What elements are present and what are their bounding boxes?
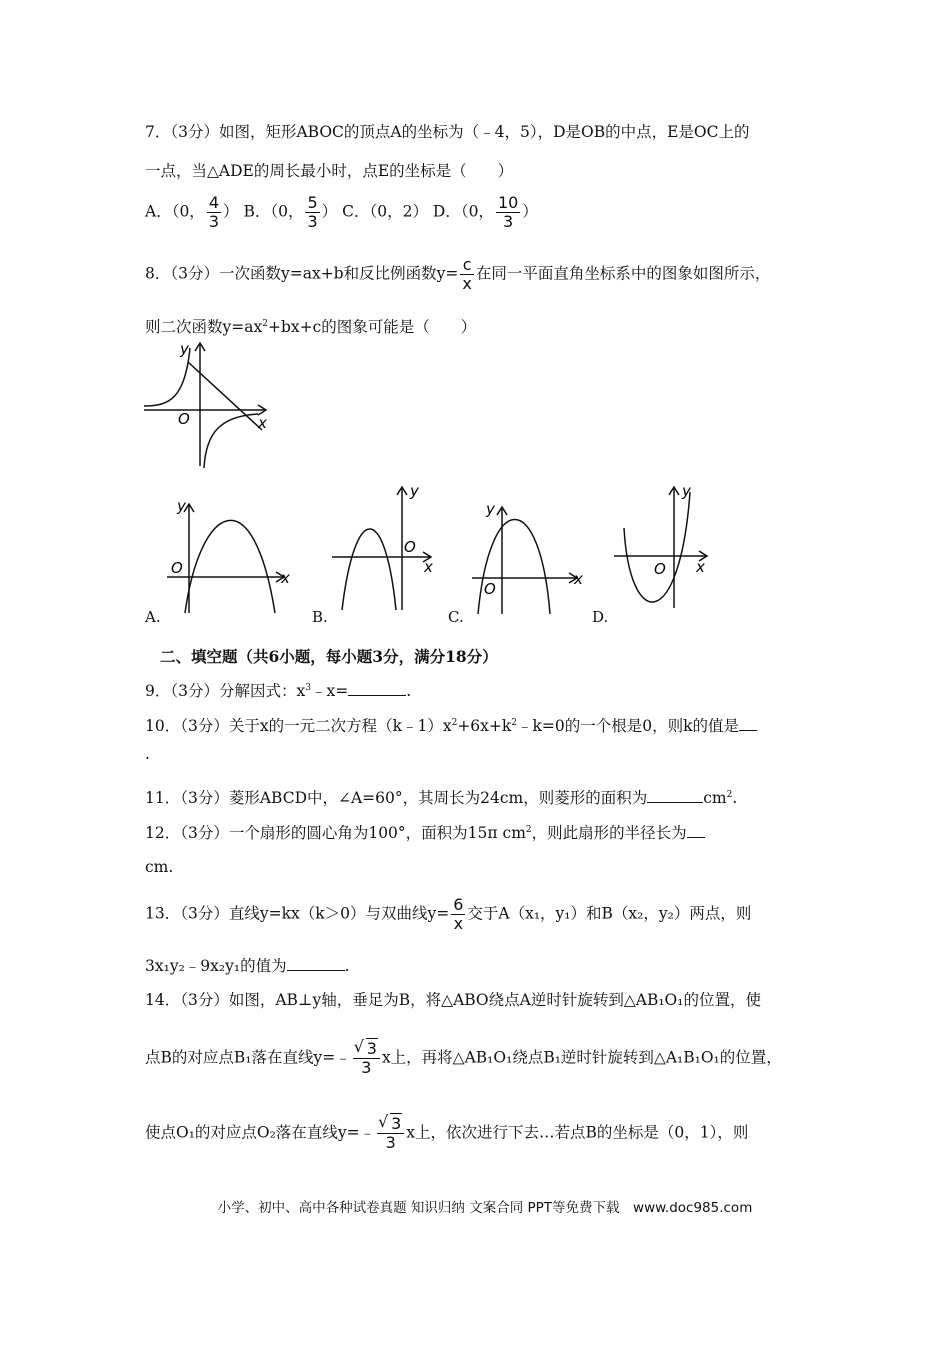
q7-opt-b: B．（0，	[243, 202, 304, 221]
q14-line1: 14．（3分）如图，AB⊥y轴，垂足为B，将△ABO绕点A逆时针旋转到△AB₁O₁的位置，使	[145, 991, 761, 1009]
q7-opt-b-fraction: $\frac{5}{3}$	[307, 193, 318, 231]
q14-sqrt-fraction-2: √ $\frac{3}{3}$	[377, 1115, 404, 1152]
q7-opt-a: A．（0，	[145, 202, 205, 221]
q7-line2: 一点，当△ADE的周长最小时，点E的坐标是（ ）	[145, 162, 514, 180]
svg-text:x: x	[574, 570, 583, 588]
svg-text:O: O	[404, 538, 416, 556]
q8-option-b-label: B.	[312, 608, 328, 626]
q7-opt-a-fraction: $\frac{4}{3}$	[208, 193, 219, 231]
q13-fraction: $\frac{6}{x}$	[453, 895, 464, 933]
q13-line1: 13．（3分）直线y=kx（k＞0）与双曲线y= $\frac{6}{x}$ 交于A（x₁，y₁）和B（x₂，y₂）两点，则	[145, 895, 752, 933]
q8-option-d-label: D.	[592, 608, 609, 626]
section-heading: 二、填空题（共6小题，每小题3分，满分18分）	[160, 647, 498, 666]
svg-text:x: x	[696, 558, 705, 576]
q10-answer-blank[interactable]	[739, 716, 757, 731]
q8-line2: 则二次函数$y=ax^2+bx+c$的图象可能是（ ）	[145, 318, 477, 336]
svg-text:y: y	[177, 497, 186, 515]
q8-option-a-label: A.	[145, 608, 161, 626]
q8-option-b-graph	[330, 482, 445, 612]
q14-line3: 使点O₁的对应点O₂落在直线y=﹣ √ $\frac{3}{3}$ x上，依次进行下去…若点B的坐标是（0，1），则	[145, 1115, 748, 1152]
svg-text:O: O	[484, 580, 496, 598]
q14-line2: 点B的对应点B₁落在直线y=﹣ √ $\frac{3}{3}$ x上，再将△AB₁O₁绕点B₁逆时针旋转到△A₁B₁O₁的位置，	[145, 1040, 782, 1077]
svg-text:O: O	[171, 559, 183, 577]
q11: 11．（3分）菱形ABCD中，∠A=60°，其周长为24cm，则菱形的面积为 $cm^2$.	[145, 789, 738, 807]
q9: 9．（3分）分解因式：$x^3﹣x=$ .	[145, 682, 412, 700]
page-footer: 小学、初中、高中各种试卷真题 知识归纳 文案合同 PPT等免费下载 www.doc985.com	[217, 1200, 753, 1216]
q8-option-c-label: C.	[448, 608, 464, 626]
svg-text:y: y	[682, 482, 691, 500]
q8-x-label: x	[258, 414, 267, 432]
q14-sqrt-fraction-1: √ $\frac{3}{3}$	[353, 1040, 380, 1077]
q8-graph-figure	[140, 338, 275, 473]
q8-line1: 8．（3分）一次函数y=ax+b和反比例函数y= $\frac{c}{x}$ 在同一平面直角坐标系中的图象如图所示，	[145, 255, 771, 293]
q12-line1: 12．（3分）一个扇形的圆心角为100°，面积为15π $cm^2$，则此扇形的半径长为	[145, 821, 705, 843]
q8-fraction: $\frac{c}{x}$	[462, 255, 472, 293]
q12-answer-blank[interactable]	[687, 823, 705, 838]
q7-opt-d: D．（0，	[432, 202, 494, 221]
q12-line2: cm.	[145, 858, 174, 876]
svg-text:y: y	[486, 500, 495, 518]
svg-text:y: y	[410, 482, 419, 500]
q8-option-a-graph	[165, 495, 295, 615]
svg-text:x: x	[281, 569, 290, 587]
q8-y-label: y	[180, 340, 189, 358]
q13-answer-blank[interactable]	[287, 956, 345, 971]
svg-text:O: O	[654, 560, 666, 578]
q7-line1: 7．（3分）如图，矩形ABOC的顶点A的坐标为（﹣4，5），D是OB的中点，E是OC上的	[145, 123, 750, 141]
q10-line2: .	[145, 745, 150, 763]
q11-answer-blank[interactable]	[647, 788, 703, 803]
q8-option-c-graph	[470, 498, 590, 616]
q9-answer-blank[interactable]	[348, 681, 406, 696]
q8-option-d-graph	[612, 482, 717, 610]
q7-opt-d-fraction: $\frac{10}{3}$	[497, 193, 519, 231]
q13-line2: 3x₁y₂﹣9x₂y₁的值为 .	[145, 957, 350, 975]
q7-options: A．（0， $\frac{4}{3}$ ） B．（0， $\frac{5}{3}$ ） C．（0，2） D．（0， $\frac{10}{3}$ ）	[145, 193, 538, 231]
svg-text:x: x	[424, 558, 433, 576]
q8-origin-label: O	[178, 410, 190, 428]
q10-line1: 10．（3分）关于x的一元二次方程$(k﹣1)x^2+6x+k^2﹣k=0$的一个根是0，则k的值是	[145, 714, 757, 736]
q7-opt-c: C．（0，2）	[342, 202, 428, 221]
